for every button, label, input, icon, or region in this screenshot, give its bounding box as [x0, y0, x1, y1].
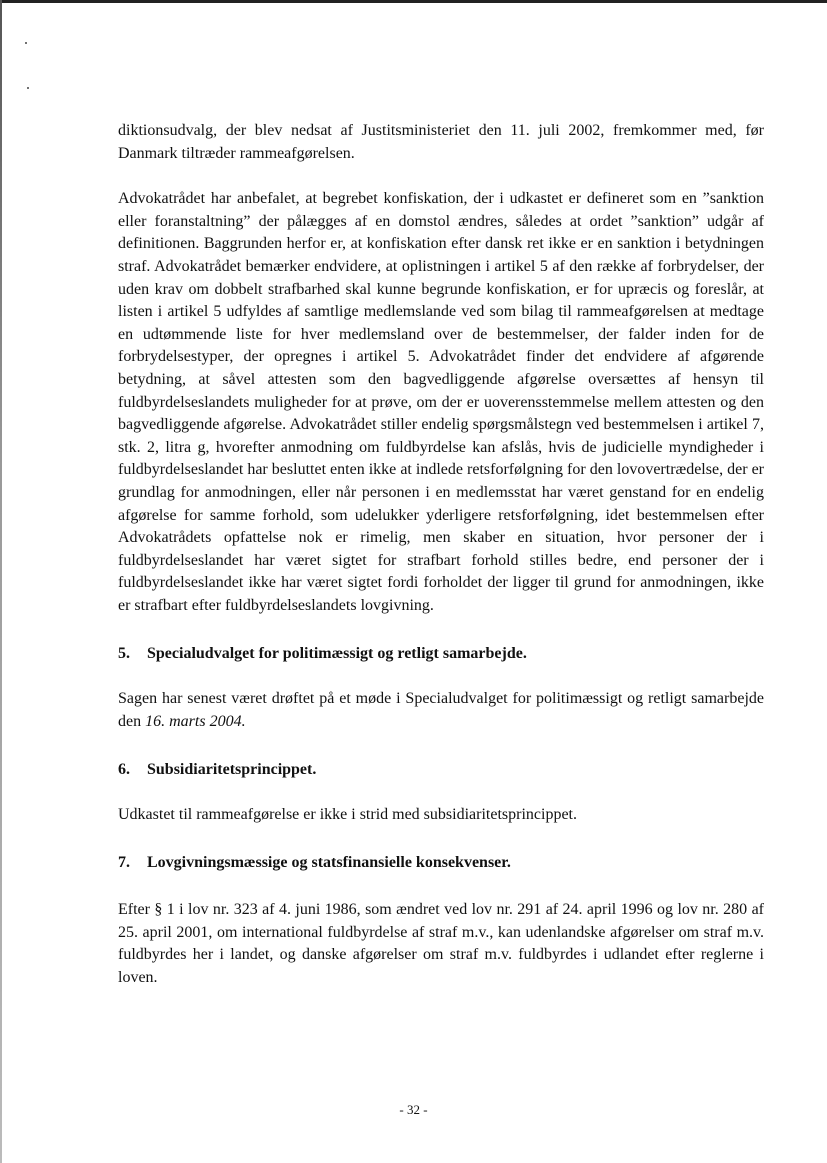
section-number: 7. — [118, 854, 130, 872]
paragraph-subsidiaritet: Udkastet til rammeafgørelse er ikke i strid med subsidiaritetsprincippet. — [118, 805, 577, 823]
paragraph-advokatraadet: Advokatrådet har anbefalet, at begrebet konfiskation, der i udkastet er defineret som en ”sanktion eller foranstaltning” der pålægges af en domstol ændres, således at ordet ”sanktion” udgår af definitionen. Baggrunden herfor er, at konfiskation efter dansk ret ikke er en sanktion i betydningen straf. Advokatrådet bemærker endvidere, at oplistningen i artikel 5 af den række af forbrydelser, der uden krav om dobbelt strafbarhed skal kunne begrunde konfiskation, er for upræcis og foreslår, at listen i artikel 5 udfyldes af samtlige medlemslande ved som bilag til rammeafgørelsen at medtage en udtømmende liste for hver medlemsland over de bestemmelser, der falder inden for de forbrydelsestyper, der opregnes i artikel 5. Advokatrådet finder det endvidere af afgørende betydning, at såvel attesten som den bagvedliggende afgørelse oversættes af hensyn til fuldbyrdelseslandets muligheder for at prøve, om der er uoverensstemmelse mellem attesten og den bagvedliggende afgørelse. Advokatrådet stiller endelig spørgsmålstegn ved bestemmelsen i artikel 7, stk. 2, litra g, hvorefter anmodning om fuldbyrdelse kan afslås, hvis de judicielle myndigheder i fuldbyrdelseslandet har besluttet enten ikke at indlede retsforfølgning for den lovovertrædelse, der er grundlag for anmodningen, eller når personen i en medlemsstat har været genstand for en endelig afgørelse for samme forhold, som udelukker yderligere retsforfølgning, idet bestemmelsen efter Advokatrådets opfattelse nok er rimelig, men skaber en situation, hvor personer der i fuldbyrdelseslandet har været sigtet for strafbart forhold stilles bedre, end personer der i fuldbyrdelseslandet ikke har været sigtet fordi forholdet der ligger til grund for anmodningen, ikke er strafbart efter fuldbyrdelseslandets lovgivning. — [118, 190, 764, 614]
paragraph-text: Sagen har senest været drøftet på et møde i Specialudvalget for politimæssigt og retligt samarbejde den — [118, 690, 764, 730]
section-number: 5. — [118, 645, 130, 663]
section-title: Specialudvalget for politimæssigt og retligt samarbejde. — [147, 645, 527, 663]
meeting-date: 16. marts 2004. — [145, 712, 246, 730]
section-heading-6 — [118, 759, 764, 782]
paragraph-continuation: diktionsudvalg, der blev nedsat af Justitsministeriet den 11. juli 2002, fremkommer med, før Danmark tiltræder rammeafgørelsen. — [118, 122, 764, 162]
section-number: 6. — [118, 761, 130, 779]
section-title: Subsidiaritetsprincippet. — [147, 761, 317, 779]
section-heading-5 — [118, 643, 764, 666]
section-heading-7 — [118, 852, 764, 875]
paragraph-lovgivning: Efter § 1 i lov nr. 323 af 4. juni 1986, som ændret ved lov nr. 291 af 24. april 1996 og lov nr. 280 af 25. april 2001, om international fuldbyrdelse af straf m.v., kan udenlandske afgørelser om straf m.v. fuldbyrdes her i landet, og danske afgørelser om straf m.v. fuldbyrdes i udlandet efter reglerne i loven. — [118, 901, 764, 986]
scan-speck — [25, 42, 27, 44]
page-number: - 32 - — [399, 1102, 428, 1117]
document-body — [118, 120, 764, 989]
scan-left-edge — [0, 0, 2, 1163]
scan-top-border — [0, 0, 827, 3]
paragraph-specialudvalget — [118, 688, 764, 733]
section-title: Lovgivningsmæssige og statsfinansielle konsekvenser. — [147, 854, 511, 872]
scan-speck — [27, 87, 29, 89]
